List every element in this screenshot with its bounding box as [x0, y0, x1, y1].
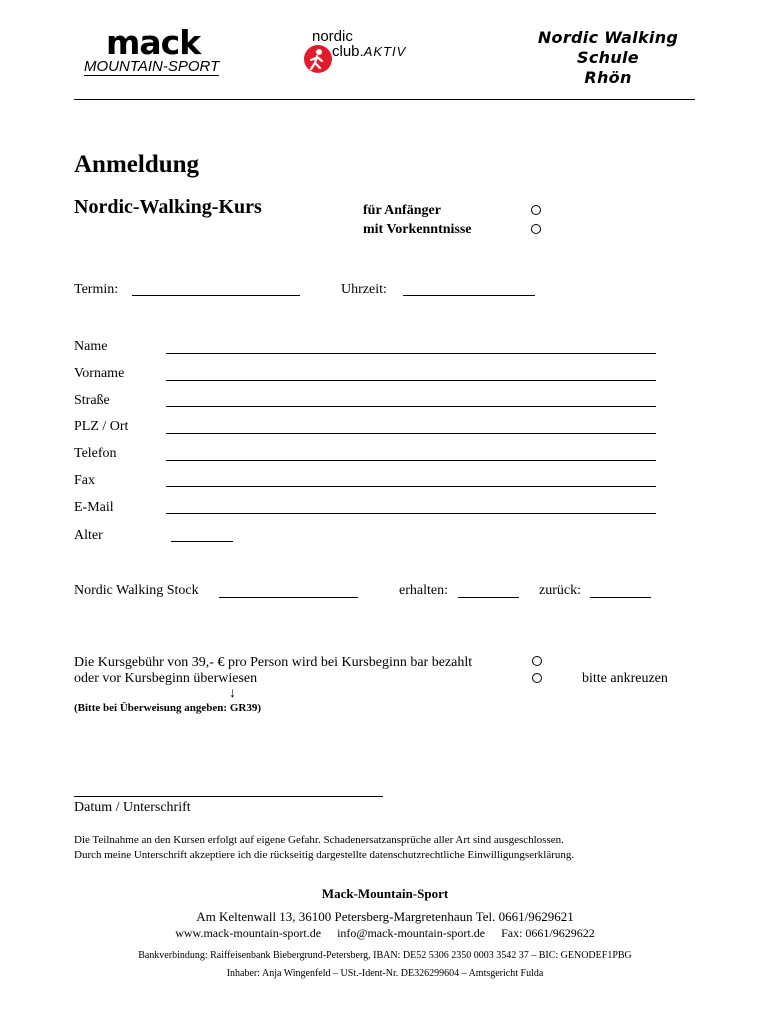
nws-logo-line2: Rhön: [584, 68, 632, 87]
footer-owner: Inhaber: Anja Wingenfeld – USt.-Ident-Nr. DE326299604 – Amtsgericht Fulda: [226, 968, 544, 979]
header-divider: [74, 99, 695, 100]
footer-company: Mack-Mountain-Sport: [321, 886, 449, 901]
fee-line-cash: Die Kursgebühr von 39,- € pro Person wird bei Kursbeginn bar bezahlt: [74, 655, 473, 670]
plz-ort-label: PLZ / Ort: [74, 419, 129, 434]
vorname-label: Vorname: [74, 366, 125, 381]
fee-cash-radio[interactable]: [532, 656, 542, 666]
nordic-logo-club: club.: [332, 43, 364, 60]
plz-ort-field[interactable]: [166, 433, 656, 434]
footer-address: Am Keltenwall 13, 36100 Petersberg-Margretenhaun Tel. 0661/9629621: [196, 909, 574, 924]
nordic-club-aktiv-logo: [304, 28, 424, 76]
telefon-label: Telefon: [74, 446, 117, 461]
name-field[interactable]: [166, 353, 656, 354]
fax-label: Fax: [74, 473, 95, 488]
alter-label: Alter: [74, 528, 103, 543]
mack-mountain-sport-logo: [84, 23, 224, 76]
footer-fax: Fax: 0661/9629622: [501, 926, 595, 940]
alter-field[interactable]: [171, 541, 233, 542]
nordic-logo-aktiv: AKTIV: [363, 44, 407, 59]
termin-label: Termin:: [74, 282, 119, 297]
option-advanced-label: mit Vorkenntnisse: [363, 222, 472, 237]
mack-logo-text: mack: [106, 23, 201, 62]
nordic-walker-icon: [304, 45, 332, 73]
fee-line-transfer: oder vor Kursbeginn überwiesen: [74, 671, 258, 686]
fax-field[interactable]: [166, 486, 656, 487]
vorname-field[interactable]: [166, 380, 656, 381]
page-title: Anmeldung: [74, 151, 200, 178]
stock-label: Nordic Walking Stock: [74, 583, 199, 598]
signature-label: Datum / Unterschrift: [74, 800, 191, 815]
signature-field[interactable]: [74, 796, 383, 797]
course-title: Nordic-Walking-Kurs: [74, 196, 262, 218]
erhalten-label: erhalten:: [399, 583, 448, 598]
footer-bank: Bankverbindung: Raiffeisenbank Biebergrund-Petersberg, IBAN: DE52 5306 2350 0003 3542 37 – BIC: GENODEF1PBG: [138, 950, 632, 961]
strasse-field[interactable]: [166, 406, 656, 407]
nordic-logo-line2: [332, 44, 406, 59]
fee-hint: bitte ankreuzen: [582, 671, 668, 686]
stock-field[interactable]: [219, 597, 358, 598]
option-beginner-label: für Anfänger: [363, 203, 441, 218]
email-field[interactable]: [166, 513, 656, 514]
nordic-walking-schule-logo: [508, 28, 708, 88]
name-label: Name: [74, 339, 108, 354]
uhrzeit-label: Uhrzeit:: [341, 282, 387, 297]
uhrzeit-field[interactable]: [403, 295, 535, 296]
footer-contact: [0, 926, 770, 941]
option-beginner-radio[interactable]: [531, 205, 541, 215]
email-label: E-Mail: [74, 500, 114, 515]
down-arrow-icon: ↓: [229, 686, 236, 701]
telefon-field[interactable]: [166, 460, 656, 461]
mack-logo-subtext: MOUNTAIN-SPORT: [84, 58, 220, 75]
nws-logo-line1: Nordic Walking Schule: [537, 28, 679, 67]
option-advanced-radio[interactable]: [531, 224, 541, 234]
zurueck-label: zurück:: [539, 583, 581, 598]
footer-email-link[interactable]: info@mack-mountain-sport.de: [337, 926, 486, 940]
footer-website-link[interactable]: www.mack-mountain-sport.de: [175, 926, 322, 940]
disclaimer-line-1: Die Teilnahme an den Kursen erfolgt auf eigene Gefahr. Schadenersatzansprüche aller Art sind ausgeschlossen.: [74, 834, 564, 846]
strasse-label: Straße: [74, 393, 110, 408]
transfer-reference-note: (Bitte bei Überweisung angeben: GR39): [74, 702, 261, 714]
disclaimer-line-2: Durch meine Unterschrift akzeptiere ich die rückseitig dargestellte datenschutzrechtliche Einwilligungserklärung.: [74, 849, 575, 861]
zurueck-field[interactable]: [590, 597, 651, 598]
erhalten-field[interactable]: [458, 597, 519, 598]
fee-transfer-radio[interactable]: [532, 673, 542, 683]
termin-field[interactable]: [132, 295, 300, 296]
nordic-logo-line1: nordic: [312, 28, 353, 45]
